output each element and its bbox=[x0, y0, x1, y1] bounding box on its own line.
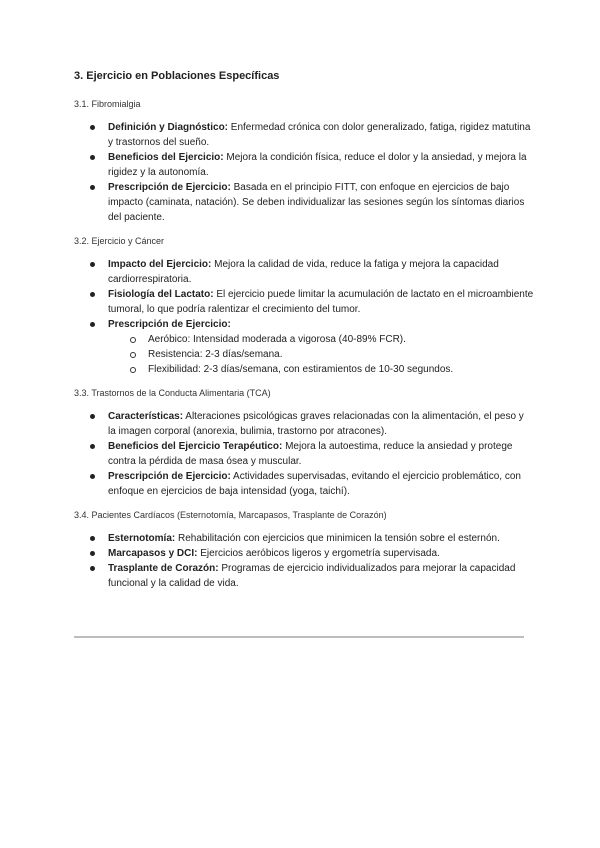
list-item bbox=[74, 120, 534, 150]
item-label: Marcapasos y DCI: bbox=[108, 548, 198, 559]
list-item bbox=[74, 546, 534, 561]
sublist-item: Resistencia: 2-3 días/semana. bbox=[108, 347, 534, 362]
subsection-heading-fibromialgia: 3.1. Fibromialgia bbox=[74, 99, 141, 109]
item-label: Prescripción de Ejercicio: bbox=[108, 319, 231, 330]
list-item bbox=[74, 287, 534, 317]
item-label: Beneficios del Ejercicio: bbox=[108, 152, 224, 163]
list-item bbox=[74, 180, 534, 225]
item-text: Actividades supervisadas, evitando el ejercicio problemático, con enfoque en ejercicios de baja intensidad (yoga, taichí). bbox=[108, 471, 521, 497]
item-label: Fisiología del Lactato: bbox=[108, 289, 214, 300]
item-text: Programas de ejercicio individualizados para mejorar la capacidad funcional y la calidad de vida. bbox=[108, 563, 516, 589]
sublist-item: Aeróbico: Intensidad moderada a vigorosa (40-89% FCR). bbox=[108, 332, 534, 347]
item-label: Trasplante de Corazón: bbox=[108, 563, 219, 574]
item-text: Mejora la calidad de vida, reduce la fatiga y mejora la capacidad cardiorrespiratoria. bbox=[108, 259, 499, 285]
item-label: Esternotomía: bbox=[108, 533, 176, 544]
list-item bbox=[74, 439, 534, 469]
prescription-sublist bbox=[108, 332, 534, 377]
section-title: 3. Ejercicio en Poblaciones Específicas bbox=[74, 70, 280, 82]
tca-list bbox=[74, 409, 534, 499]
list-item bbox=[74, 531, 534, 546]
cardiacos-list bbox=[74, 531, 534, 591]
list-item bbox=[74, 561, 534, 591]
item-text: Basada en el principio FITT, con enfoque en ejercicios de bajo impacto (caminata, natación). Se deben individualizar las sesiones según los síntomas diarios del paciente. bbox=[108, 182, 525, 223]
list-item bbox=[74, 150, 534, 180]
list-item bbox=[74, 317, 534, 377]
item-text: El ejercicio puede limitar la acumulación de lactato en el microambiente tumoral, lo que podría ralentizar el crecimiento del tumor. bbox=[108, 289, 534, 315]
list-item bbox=[74, 469, 534, 499]
item-label: Características: bbox=[108, 411, 184, 422]
subsection-heading-cardiacos: 3.4. Pacientes Cardíacos (Esternotomía, Marcapasos, Trasplante de Corazón) bbox=[74, 510, 387, 520]
list-item bbox=[74, 409, 534, 439]
item-label: Impacto del Ejercicio: bbox=[108, 259, 212, 270]
cancer-list bbox=[74, 257, 534, 377]
item-label: Prescripción de Ejercicio: bbox=[108, 182, 231, 193]
item-label: Beneficios del Ejercicio Terapéutico: bbox=[108, 441, 283, 452]
fibromialgia-list bbox=[74, 120, 534, 225]
item-label: Prescripción de Ejercicio: bbox=[108, 471, 231, 482]
horizontal-divider bbox=[74, 636, 524, 638]
item-text: Ejercicios aeróbicos ligeros y ergometría supervisada. bbox=[197, 548, 440, 559]
sublist-item: Flexibilidad: 2-3 días/semana, con estiramientos de 10-30 segundos. bbox=[108, 362, 534, 377]
subsection-heading-tca: 3.3. Trastornos de la Conducta Alimentaria (TCA) bbox=[74, 388, 271, 398]
item-text: Mejora la autoestima, reduce la ansiedad y protege contra la pérdida de masa ósea y muscular. bbox=[108, 441, 513, 467]
item-label: Definición y Diagnóstico: bbox=[108, 122, 229, 133]
subsection-heading-cancer: 3.2. Ejercicio y Cáncer bbox=[74, 236, 165, 246]
item-text: Rehabilitación con ejercicios que minimicen la tensión sobre el esternón. bbox=[175, 533, 500, 544]
item-text: Enfermedad crónica con dolor generalizado, fatiga, rigidez matutina y trastornos del sueño. bbox=[108, 122, 531, 148]
list-item bbox=[74, 257, 534, 287]
item-text: Alteraciones psicológicas graves relacionadas con la alimentación, el peso y la imagen corporal (anorexia, bulimia, trastorno por atracones). bbox=[108, 411, 524, 437]
item-text: Mejora la condición física, reduce el dolor y la ansiedad, y mejora la rigidez y la autonomía. bbox=[108, 152, 527, 178]
document-content bbox=[74, 69, 534, 601]
